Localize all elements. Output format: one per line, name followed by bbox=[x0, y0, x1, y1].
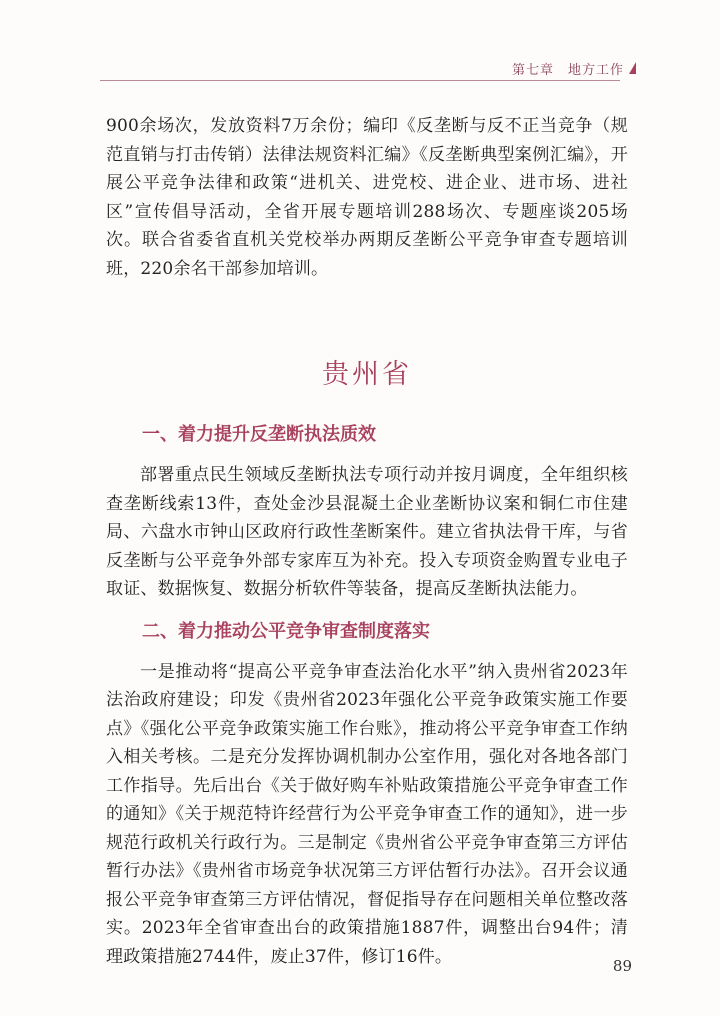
subsection-heading-1: 一、着力提升反垄断执法质效 bbox=[142, 424, 376, 445]
subsection-heading-2: 二、着力推动公平竞争审查制度落实 bbox=[142, 620, 430, 642]
chapter-title: 第七章 地方工作 bbox=[511, 63, 624, 78]
running-header bbox=[0, 56, 720, 84]
page-number: 89 bbox=[612, 957, 632, 975]
section-title: 贵州省 bbox=[322, 359, 412, 390]
page-body bbox=[106, 112, 628, 971]
continuation-paragraph: 900余场次，发放资料7万余份；编印《反垄断与反不正当竞争（规范直销与打击传销）法律法规资料汇编》《反垄断典型案例汇编》，开展公平竞争法律和政策“进机关、进党校、进企业、进市场、进社区”宣传倡导活动，全省开展专题培训288场次、专题座谈205场次。联合省委省直机关党校举办两期反垄断公平竞争审查专题培训班，220余名干部参加培训。 bbox=[106, 116, 628, 279]
header-divider bbox=[100, 80, 620, 81]
subsection-2-paragraph: 一是推动将“提高公平竞争审查法治化水平”纳入贵州省2023年法治政府建设；印发《贵州省2023年强化公平竞争政策实施工作要点》《强化公平竞争政策实施工作台账》，推动将公平竞争审查工作纳入相关考核。二是充分发挥协调机制办公室作用，强化对各地各部门工作指导。先后出台《关于做好购车补贴政策措施公平竞争审查工作的通知》《关于规范特许经营行为公平竞争审查工作的通知》，进一步规范行政机关行政行为。三是制定《贵州省公平竞争审查第三方评估暂行办法》《贵州省市场竞争状况第三方评估暂行办法》。召开会议通报公平竞争审查第三方评估情况，督促指导存在问题相关单位整改落实。2023年全省审查出台的政策措施1887件，调整出台94件；清理政策措施2744件，废止37件，修订16件。 bbox=[106, 661, 628, 967]
subsection-1-paragraph: 部署重点民生领域反垄断执法专项行动并按月调度，全年组织核查垄断线索13件，查处金沙县混凝土企业垄断协议案和铜仁市住建局、六盘水市钟山区政府行政性垄断案件。建立省执法骨干库，与省反垄断与公平竞争外部专家库互为补充。投入专项资金购置专业电子取证、数据恢复、数据分析软件等装备，提高反垄断执法能力。 bbox=[106, 465, 628, 599]
header-triangle-mark bbox=[629, 62, 636, 74]
